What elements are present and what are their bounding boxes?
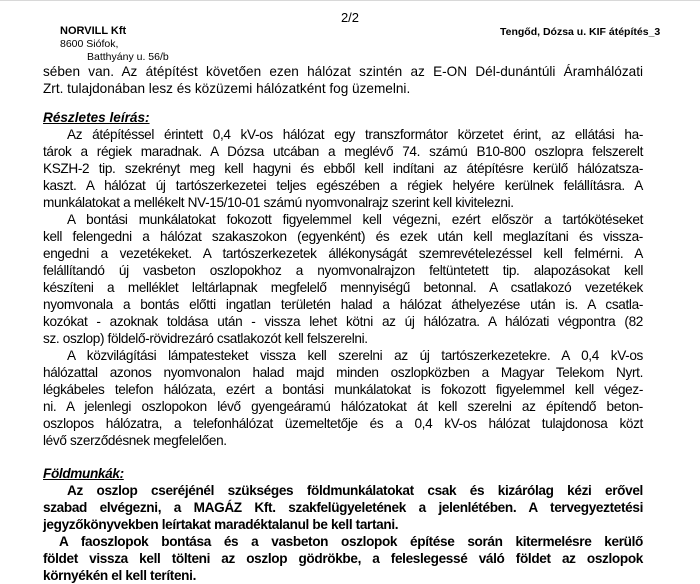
reszletes-paragraph-1 — [43, 126, 643, 211]
text-line: légkábeles telefon hálózata, ezért a bontási munkálatokat is fokozott figyelemmel kell végez- — [43, 382, 643, 397]
text-line: engedni a vezetékeket. A tartószerkezetek állékonyságát szemrevételezéssel kell felmérni. A — [43, 246, 643, 261]
text-line: kell felengedni a hálózat szakaszokon (egyenként) és ezek után kell meglazítani és vissza- — [43, 229, 643, 244]
text-line: sében van. Az átépítést követően ezen hálózat szintén az E-ON Dél-dunántúli Áramhálózati — [43, 64, 643, 79]
text-line: szabad elvégezni, a MAGÁZ Kft. szakfelügyeletének a jelenlétében. A tervegyeztetési — [43, 500, 643, 515]
page-number: 2/2 — [340, 10, 360, 25]
text-line: készíteni a melléklet leltárlapnak megfelelő mennyiségű betonnal. A csatlakozó vezetékek — [43, 280, 643, 295]
reszletes-paragraph-3 — [43, 347, 643, 449]
text-line: A közvilágítási lámpatesteket vissza kell szerelni az új tartószerkezetekre. A 0,4 kV-os — [67, 348, 643, 363]
company-address-city: 8600 Siófok, — [60, 38, 119, 50]
section-heading-foldmunkak: Földmunkák: — [43, 466, 124, 481]
reszletes-paragraph-2 — [43, 211, 643, 347]
text-line: jegyzőkönyvekben leírtakat maradéktalanul be kell tartani. — [43, 517, 399, 532]
text-line: hálózattal azonos nyomvonalon halad majd minden oszlopközben a Magyar Telekom Nyrt. — [43, 365, 643, 380]
text-line: A faoszlopok bontása és a vasbeton oszlopok építése során kitermelésre kerülő — [59, 534, 643, 549]
text-line: tárok a régiek maradnak. A Dózsa utcában a meglévő 74. számú B10-800 oszlopra felszerelt — [43, 144, 643, 159]
text-line: munkálatokat a mellékelt NV-15/10-01 számú nyomvonalrajz szerint kell kivitelezni. — [43, 195, 514, 210]
text-line: Az oszlop cseréjénél szükséges földmunkálatokat csak és kizárólag kézi erővel — [67, 483, 643, 498]
text-line: KSZH-2 tip. szekrényt meg kell hagyni és ebből kell indítani az átépítésre kerülő hálózatsza- — [43, 161, 643, 176]
foldmunkak-paragraph-2 — [43, 533, 643, 584]
text-line: oszlopos hálózatra, a telefonhálózat üzemeltetője és a 0,4 kV-os hálózat tulajdonosa közt — [43, 416, 643, 431]
company-name: NORVILL Kft — [60, 25, 127, 37]
text-line: földet vissza kell tölteni az oszlop gödrökbe, a feleslegessé váló földet az oszlopok — [43, 551, 643, 566]
text-line: környékén el kell teríteni. — [43, 568, 196, 583]
project-title: Tengőd, Dózsa u. KIF átépítés_3 — [500, 26, 661, 38]
text-line: lévő szerződésnek megfelelően. — [43, 433, 227, 448]
text-line: kozókat - azoknak toldása után - vissza lehet kötni az új hálózatra. A hálózati végpontra (82 — [43, 314, 643, 329]
text-line: sz. oszlop) földelő-rövidrezáró csatlakozót kell felszerelni. — [43, 331, 368, 346]
text-line: Az átépítéssel érintett 0,4 kV-os hálózat egy transzformátor körzetet érint, az ellátási ha- — [67, 127, 643, 142]
page-top-border — [0, 0, 700, 1]
intro-paragraph — [43, 63, 643, 97]
company-address-street: Batthyány u. 56/b — [87, 51, 169, 63]
section-heading-reszletes: Részletes leírás: — [43, 110, 150, 125]
text-line: kaszt. A hálózat új tartószerkezetei teljes egészében a régiek helyére kerülnek felállításra. A — [43, 178, 643, 193]
foldmunkak-paragraph-1 — [43, 482, 643, 533]
text-line: ni. A jelenlegi oszlopokon lévő gyengeáramú hálózatokat át kell szerelni az építendő beton- — [43, 399, 643, 414]
text-line: Zrt. tulajdonában lesz és közüzemi hálózatként fog üzemelni. — [43, 81, 411, 96]
company-header — [60, 25, 169, 64]
text-line: felállítandó új vasbeton oszlopokhoz a nyomvonalrajzon feltüntetett tip. alapozásokat kell — [43, 263, 643, 278]
text-line: nyomvonala a bontás előtti ingatlan területén halad a hálózat áthelyezése után is. A csatla- — [43, 297, 643, 312]
text-line: A bontási munkálatokat fokozott figyelemmel kell végezni, ezért először a tartókötéseket — [67, 212, 643, 227]
document-body — [43, 63, 643, 584]
